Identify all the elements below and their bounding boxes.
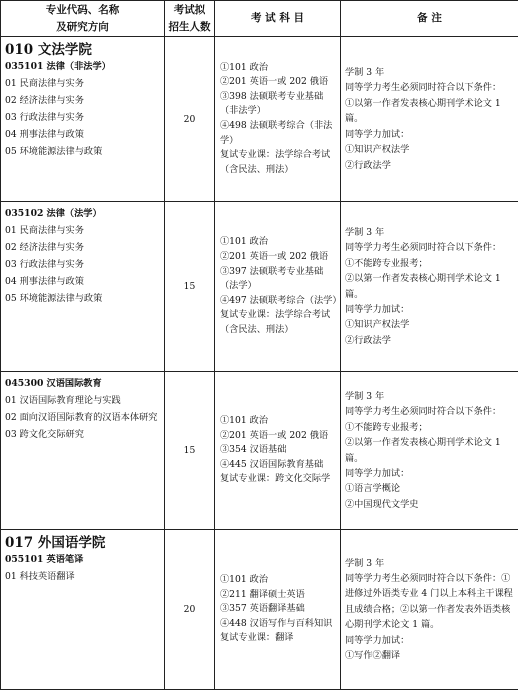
- direction-item: 01 汉语国际教育理论与实践: [5, 392, 160, 409]
- subject-item: ②211 翻译硕士英语: [220, 588, 338, 603]
- header-major: 专业代码、名称 及研究方向: [1, 1, 165, 37]
- direction-item: 03 行政法律与实务: [5, 256, 160, 273]
- direction-item: 02 面向汉语国际教育的汉语本体研究: [5, 409, 160, 426]
- quota-cell: 20: [165, 530, 215, 690]
- subject-item: ①101 政治: [220, 573, 338, 588]
- table-row: [1, 530, 518, 690]
- note-item: 同等学力加试：: [345, 302, 514, 317]
- major-title: 035102 法律（法学）: [5, 206, 160, 222]
- subject-item: ④448 汉语写作与百科知识: [220, 617, 338, 632]
- note-item: ①知识产权法学: [345, 317, 514, 332]
- header-notes: 备 注: [341, 1, 518, 37]
- note-item: 同等学力考生必须同时符合以下条件：: [345, 404, 514, 419]
- note-item: 同等学力加试：: [345, 466, 514, 481]
- direction-item: 02 经济法律与实务: [5, 92, 160, 109]
- note-item: ①知识产权法学: [345, 142, 514, 157]
- direction-item: 01 民商法律与实务: [5, 222, 160, 239]
- direction-item: 05 环境能源法律与政策: [5, 143, 160, 160]
- subject-item: 复试专业课：跨文化交际学: [220, 472, 338, 487]
- note-item: 同等学力考生必须同时符合以下条件：: [345, 240, 514, 255]
- subject-item: ②201 英语一或 202 俄语: [220, 250, 338, 265]
- college-title: 017 外国语学院: [5, 534, 160, 552]
- subject-item: ②201 英语一或 202 俄语: [220, 75, 338, 90]
- major-title: 035101 法律（非法学）: [5, 59, 160, 75]
- note-item: 同等学力加试：: [345, 127, 514, 142]
- subject-item: ①101 政治: [220, 61, 338, 76]
- direction-item: 04 刑事法律与政策: [5, 126, 160, 143]
- header-row: [1, 1, 518, 37]
- direction-item: 03 行政法律与实务: [5, 109, 160, 126]
- note-item: 学制 3 年: [345, 556, 514, 571]
- note-item: 同等学力加试：: [345, 633, 514, 648]
- note-item: 同等学力考生必须同时符合以下条件：①进修过外语类专业 4 门以上本科主干课程且成绩合格；②以第一作者发表外语类核心期刊学术论文 1 篇。: [345, 571, 514, 633]
- note-item: 学制 3 年: [345, 65, 514, 80]
- direction-item: 02 经济法律与实务: [5, 239, 160, 256]
- note-item: ①写作②翻译: [345, 648, 514, 663]
- header-quota: 考试拟 招生人数: [165, 1, 215, 37]
- notes-cell: [341, 372, 518, 530]
- notes-cell: [341, 37, 518, 202]
- note-item: 同等学力考生必须同时符合以下条件：: [345, 80, 514, 95]
- notes-cell: [341, 202, 518, 372]
- direction-item: 01 民商法律与实务: [5, 75, 160, 92]
- subjects-cell: [215, 37, 341, 202]
- subject-item: 复试专业课：翻译: [220, 631, 338, 646]
- subject-item: ④498 法硕联考综合（非法学）: [220, 119, 338, 148]
- note-item: ①语言学概论: [345, 481, 514, 496]
- subject-item: ①101 政治: [220, 414, 338, 429]
- subjects-cell: [215, 530, 341, 690]
- direction-item: 05 环境能源法律与政策: [5, 290, 160, 307]
- subject-item: ②201 英语一或 202 俄语: [220, 429, 338, 444]
- major-cell: [1, 530, 165, 690]
- notes-cell: [341, 530, 518, 690]
- direction-item: 01 科技英语翻译: [5, 568, 160, 585]
- header-subjects: 考 试 科 目: [215, 1, 341, 37]
- subject-item: ④445 汉语国际教育基础: [220, 458, 338, 473]
- note-item: ②以第一作者发表核心期刊学术论文 1 篇。: [345, 435, 514, 466]
- direction-item: 03 跨文化交际研究: [5, 426, 160, 443]
- subjects-cell: [215, 202, 341, 372]
- table-row: [1, 202, 518, 372]
- note-item: ②行政法学: [345, 333, 514, 348]
- note-item: 学制 3 年: [345, 389, 514, 404]
- note-item: ②中国现代文学史: [345, 497, 514, 512]
- subject-item: 复试专业课：法学综合考试（含民法、刑法）: [220, 308, 338, 337]
- subject-item: ③354 汉语基础: [220, 443, 338, 458]
- subject-item: ①101 政治: [220, 235, 338, 250]
- major-cell: [1, 372, 165, 530]
- direction-item: 04 刑事法律与政策: [5, 273, 160, 290]
- note-item: 学制 3 年: [345, 225, 514, 240]
- major-title: 055101 英语笔译: [5, 552, 160, 568]
- major-title: 045300 汉语国际教育: [5, 376, 160, 392]
- note-item: ①以第一作者发表核心期刊学术论文 1 篇。: [345, 96, 514, 127]
- quota-cell: 15: [165, 202, 215, 372]
- subject-item: ③398 法硕联考专业基础（非法学）: [220, 90, 338, 119]
- quota-cell: 15: [165, 372, 215, 530]
- subject-item: 复试专业课：法学综合考试（含民法、刑法）: [220, 148, 338, 177]
- table-row: [1, 37, 518, 202]
- subjects-cell: [215, 372, 341, 530]
- note-item: ①不能跨专业报考；: [345, 420, 514, 435]
- major-cell: [1, 37, 165, 202]
- subject-item: ④497 法硕联考综合（法学）: [220, 294, 338, 309]
- note-item: ①不能跨专业报考；: [345, 256, 514, 271]
- note-item: ②以第一作者发表核心期刊学术论文 1 篇。: [345, 271, 514, 302]
- subject-item: ③357 英语翻译基础: [220, 602, 338, 617]
- note-item: ②行政法学: [345, 158, 514, 173]
- table-row: [1, 372, 518, 530]
- college-title: 010 文法学院: [5, 41, 160, 59]
- quota-cell: 20: [165, 37, 215, 202]
- major-cell: [1, 202, 165, 372]
- subject-item: ③397 法硕联考专业基础（法学）: [220, 265, 338, 294]
